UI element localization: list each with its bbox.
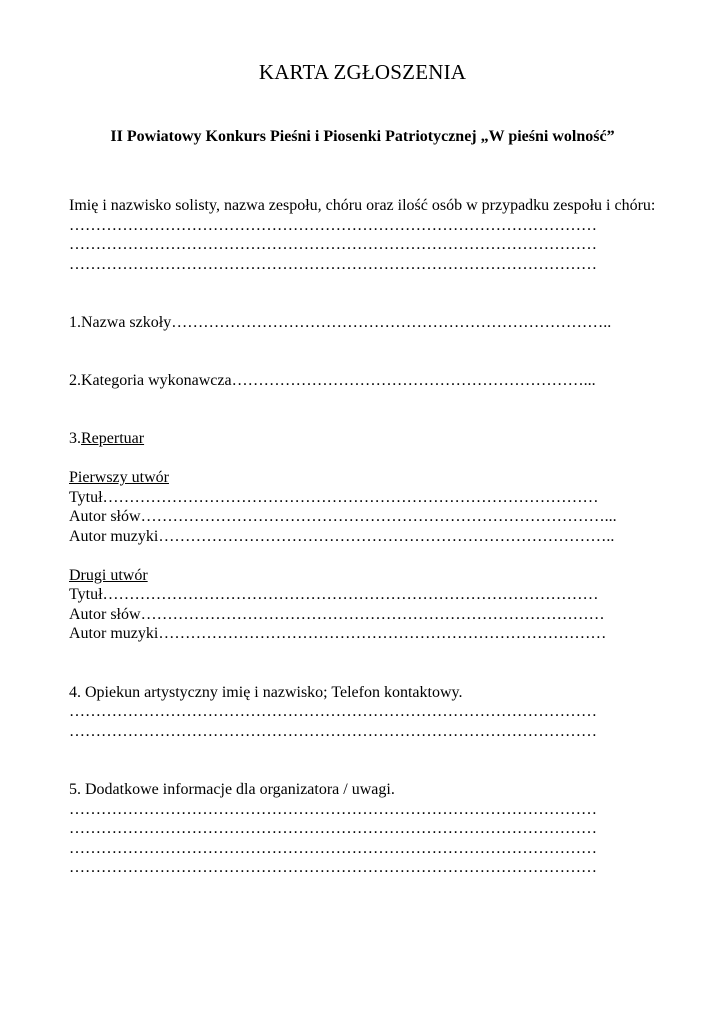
notes-label: 5. Dodatkowe informacje dla organizatora / uwagi. xyxy=(69,781,395,798)
school-dots: ……………………………………………………………………….. xyxy=(171,314,612,331)
second-piece-title-field[interactable]: Tytuł………………………………………………………………………………… xyxy=(69,586,599,603)
first-piece-heading: Pierwszy utwór xyxy=(69,469,169,486)
repertoire-label: Repertuar xyxy=(81,430,145,447)
tutor-answer-line-1[interactable]: ……………………………………………………………………………………… xyxy=(69,703,597,720)
soloist-answer-line-3[interactable]: ……………………………………………………………………………………… xyxy=(69,255,597,273)
soloist-question: Imię i nazwisko solisty, nazwa zespołu, chóru oraz ilość osób w przypadku zespołu i chóru: xyxy=(69,197,656,214)
second-piece-music-field[interactable]: Autor muzyki………………………………………………………………………… xyxy=(69,625,607,642)
notes-answer-line-3[interactable]: ……………………………………………………………………………………… xyxy=(69,839,597,857)
category-field[interactable] xyxy=(69,371,659,391)
form-body xyxy=(69,196,659,878)
school-label: 1.Nazwa szkoły xyxy=(69,314,172,331)
category-label: 2.Kategoria wykonawcza xyxy=(69,371,232,389)
category-dots: …………………………………………………………... xyxy=(231,371,596,389)
first-piece-title-field[interactable]: Tytuł………………………………………………………………………………… xyxy=(69,488,599,506)
second-piece-lyrics-field[interactable]: Autor słów…………………………………………………………………………… xyxy=(69,605,605,623)
first-piece-music-field[interactable]: Autor muzyki………………………………………………………………………….. xyxy=(69,527,615,545)
form-subtitle: II Powiatowy Konkurs Pieśni i Piosenki Patriotycznej „W pieśni wolność” xyxy=(110,128,615,145)
notes-answer-line-4[interactable]: ……………………………………………………………………………………… xyxy=(69,859,597,876)
soloist-answer-line-1[interactable]: ……………………………………………………………………………………… xyxy=(69,216,597,234)
first-piece-lyrics-field[interactable]: Autor słów……………………………………………………………………………... xyxy=(69,508,617,525)
second-piece-heading: Drugi utwór xyxy=(69,566,148,584)
tutor-label: 4. Opiekun artystyczny imię i nazwisko; Telefon kontaktowy. xyxy=(69,683,463,701)
soloist-answer-line-2[interactable]: ……………………………………………………………………………………… xyxy=(69,236,597,253)
notes-answer-line-2[interactable]: ……………………………………………………………………………………… xyxy=(69,820,597,837)
notes-answer-line-1[interactable]: ……………………………………………………………………………………… xyxy=(69,800,597,818)
school-field[interactable] xyxy=(69,313,659,333)
form-title: KARTA ZGŁOSZENIA xyxy=(258,60,467,84)
tutor-answer-line-2[interactable]: ……………………………………………………………………………………… xyxy=(69,722,597,740)
repertoire-heading: 3.Repertuar xyxy=(69,430,145,447)
